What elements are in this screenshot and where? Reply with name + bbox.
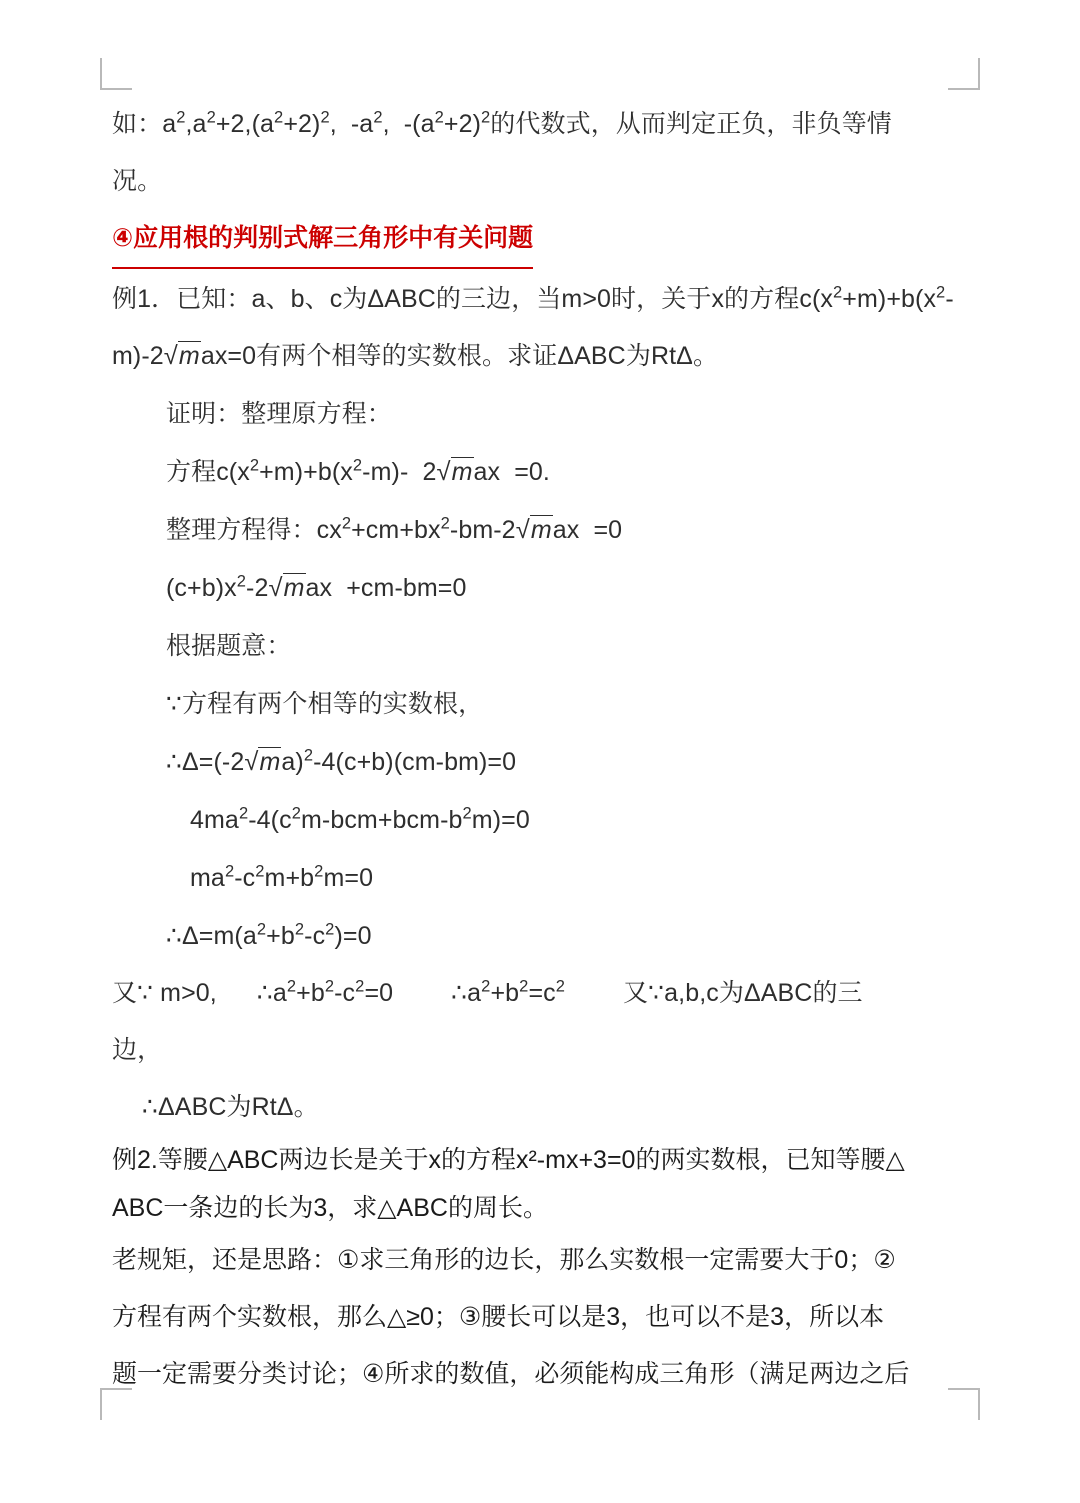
sqrt-radicand: m (451, 458, 473, 486)
intro-prefix: 如：a (112, 110, 177, 138)
c1-sup-2: 2 (324, 977, 335, 996)
p9-b: -c (234, 864, 256, 892)
intro-mid-6: +2) (443, 110, 482, 138)
p9-sup-3: 2 (314, 862, 324, 881)
sqrt-radicand: m (178, 342, 200, 370)
p8-b: -4(c (248, 806, 292, 834)
sqrt-radical-example1 (164, 328, 201, 385)
intro-mid-1: ,a (185, 110, 207, 138)
conclusion-line-3: ∴ΔABC为RtΔ。 (142, 1093, 319, 1121)
crop-mark-top-right (948, 58, 980, 90)
proof-line-equation-3 (112, 559, 978, 617)
intro-sup-1: 2 (176, 108, 186, 127)
intro-paragraph-line2: 况。 (112, 167, 163, 195)
intro-sup-2: 2 (206, 108, 216, 127)
intro-sup-3: 2 (274, 108, 284, 127)
proof-line-discriminant-4 (112, 907, 978, 965)
proof-line-discriminant-3 (112, 849, 978, 907)
example2-statement-line-2: ABC一条边的长为3，求△ABC的周长。 (112, 1194, 548, 1222)
intro-sup-7: 2 (481, 108, 491, 127)
p10-c: -c (304, 922, 326, 950)
p10-sup-3: 2 (325, 920, 335, 939)
example1-line1-text: 例1．已知：a、b、c为ΔABC的三边，当m>0时，关于x的方程c(x (112, 285, 833, 313)
p8-a: 4ma (190, 806, 239, 834)
p2-sup-2: 2 (352, 456, 363, 475)
c1-d: -c (334, 979, 356, 1007)
p7-c: -4(c+b)(cm-bm)=0 (313, 748, 517, 776)
p2-sup-1: 2 (249, 456, 260, 475)
p9-d: m=0 (323, 864, 374, 892)
c1-sup-4: 2 (481, 977, 491, 996)
intro-sup-6: 2 (434, 108, 444, 127)
sqrt-radicand: m (283, 574, 305, 602)
sqrt-sign: √ (436, 458, 451, 486)
document-body (112, 96, 978, 1403)
intro-mid-5: , -(a (382, 110, 435, 138)
p10-sup-2: 2 (294, 920, 305, 939)
p8-c: m-bcm+bcm-b (300, 806, 463, 834)
p8-sup-2: 2 (291, 804, 301, 823)
sqrt-radical-p2 (436, 443, 473, 501)
p8-sup-1: 2 (238, 804, 249, 823)
c1-e: =0 (364, 979, 394, 1007)
p10-sup-1: 2 (256, 920, 267, 939)
proof-line-equation-2 (112, 501, 978, 559)
c1-b: ∴a (256, 979, 287, 1007)
example1-statement (112, 271, 978, 385)
example2-hint-line-1: 老规矩，还是思路：①求三角形的边长，那么实数根一定需要大于0；② (112, 1246, 896, 1274)
example2-hint-line-2: 方程有两个实数根，那么△≥0；③腰长可以是3，也可以不是3，所以本 (112, 1303, 885, 1331)
p7-sup-1: 2 (303, 746, 314, 765)
section-heading-row (112, 210, 978, 271)
proof-line-given: 根据题意： (166, 632, 292, 660)
proof-line-discriminant-1 (112, 733, 978, 791)
p10-a: ∴Δ=m(a (166, 922, 257, 950)
p9-sup-1: 2 (224, 862, 235, 881)
proof-line-discriminant-2 (112, 791, 978, 849)
intro-mid-2: +2,(a (215, 110, 275, 138)
section-heading-red: ④应用根的判别式解三角形中有关问题 (112, 210, 533, 269)
p7-b: a) (281, 748, 304, 776)
proof-line-intro: 证明：整理原方程： (166, 400, 392, 428)
p3-sup-2: 2 (440, 514, 450, 533)
conclusion-line-1 (112, 965, 978, 1022)
p4-c: ax +cm-bm=0 (305, 574, 467, 602)
p9-sup-2: 2 (255, 862, 265, 881)
p2-d: ax =0. (473, 458, 550, 486)
example1-line2-sup: 2 (936, 283, 946, 302)
c1-sup-3: 2 (355, 977, 365, 996)
p8-sup-3: 2 (462, 804, 472, 823)
proof-line-because: ∵方程有两个相等的实数根， (166, 690, 484, 718)
c1-a: 又∵ m>0, (112, 979, 217, 1007)
sqrt-sign: √ (163, 342, 178, 370)
c1-sup-6: 2 (555, 977, 566, 996)
p2-a: 方程c(x (166, 458, 250, 486)
p9-c: m+b (264, 864, 315, 892)
p2-c: -m)- 2 (362, 458, 437, 486)
sqrt-radicand: m (530, 516, 552, 544)
intro-tail: 的代数式，从而判定正负，非负等情 (490, 110, 892, 138)
p4-sup-1: 2 (236, 572, 247, 591)
p3-sup-1: 2 (341, 514, 352, 533)
proof-block (112, 385, 978, 965)
p4-a: (c+b)x (166, 574, 237, 602)
example1-line2-text: +m)+b(x (842, 285, 937, 313)
p4-b: -2 (246, 574, 269, 602)
sqrt-radicand: m (259, 748, 281, 776)
p3-b: +cm+bx (351, 516, 441, 544)
intro-sup-4: 2 (320, 108, 330, 127)
conclusion-line-2: 边， (112, 1036, 163, 1064)
sqrt-sign: √ (268, 574, 283, 602)
p8-d: m)=0 (471, 806, 530, 834)
intro-mid-4: , -a (329, 110, 374, 138)
sqrt-radical-p7 (244, 733, 281, 791)
intro-mid-3: +2) (283, 110, 321, 138)
p3-a: 整理方程得：cx (166, 516, 342, 544)
p3-c: -bm-2 (449, 516, 516, 544)
crop-mark-top-left (100, 58, 132, 90)
example1-line1-sup: 2 (832, 283, 843, 302)
example2-hint-line-3: 题一定需要分类讨论；④所求的数值，必须能构成三角形（满足两边之后 (112, 1360, 910, 1388)
c1-i: 又∵a,b,c为ΔABC的三 (623, 979, 863, 1007)
proof-line-equation-1 (112, 443, 978, 501)
example2-statement-line-1: 例2.等腰△ABC两边长是关于x的方程x²-mx+3=0的两实数根，已知等腰△ (112, 1146, 905, 1174)
p3-d: ax =0 (552, 516, 623, 544)
c1-f: ∴a (451, 979, 482, 1007)
p9-a: ma (190, 864, 225, 892)
sqrt-radical-p4 (268, 559, 305, 617)
sqrt-sign: √ (515, 516, 530, 544)
p10-b: +b (266, 922, 295, 950)
sqrt-sign: √ (244, 748, 259, 776)
example1-line2-text-b: -m)-2 (112, 285, 954, 370)
example1-line2-text-c: ax=0有两个相等的实数根。求证ΔABC为RtΔ。 (200, 342, 719, 370)
c1-c: +b (296, 979, 325, 1007)
intro-sup-5: 2 (373, 108, 383, 127)
c1-h: =c (528, 979, 556, 1007)
c1-g: +b (490, 979, 520, 1007)
p10-d: )=0 (334, 922, 372, 950)
c1-sup-1: 2 (286, 977, 297, 996)
p2-b: +m)+b(x (259, 458, 353, 486)
c1-sup-5: 2 (519, 977, 529, 996)
intro-paragraph (112, 96, 978, 153)
sqrt-radical-p3 (516, 501, 553, 559)
p7-a: ∴Δ=(-2 (166, 748, 245, 776)
